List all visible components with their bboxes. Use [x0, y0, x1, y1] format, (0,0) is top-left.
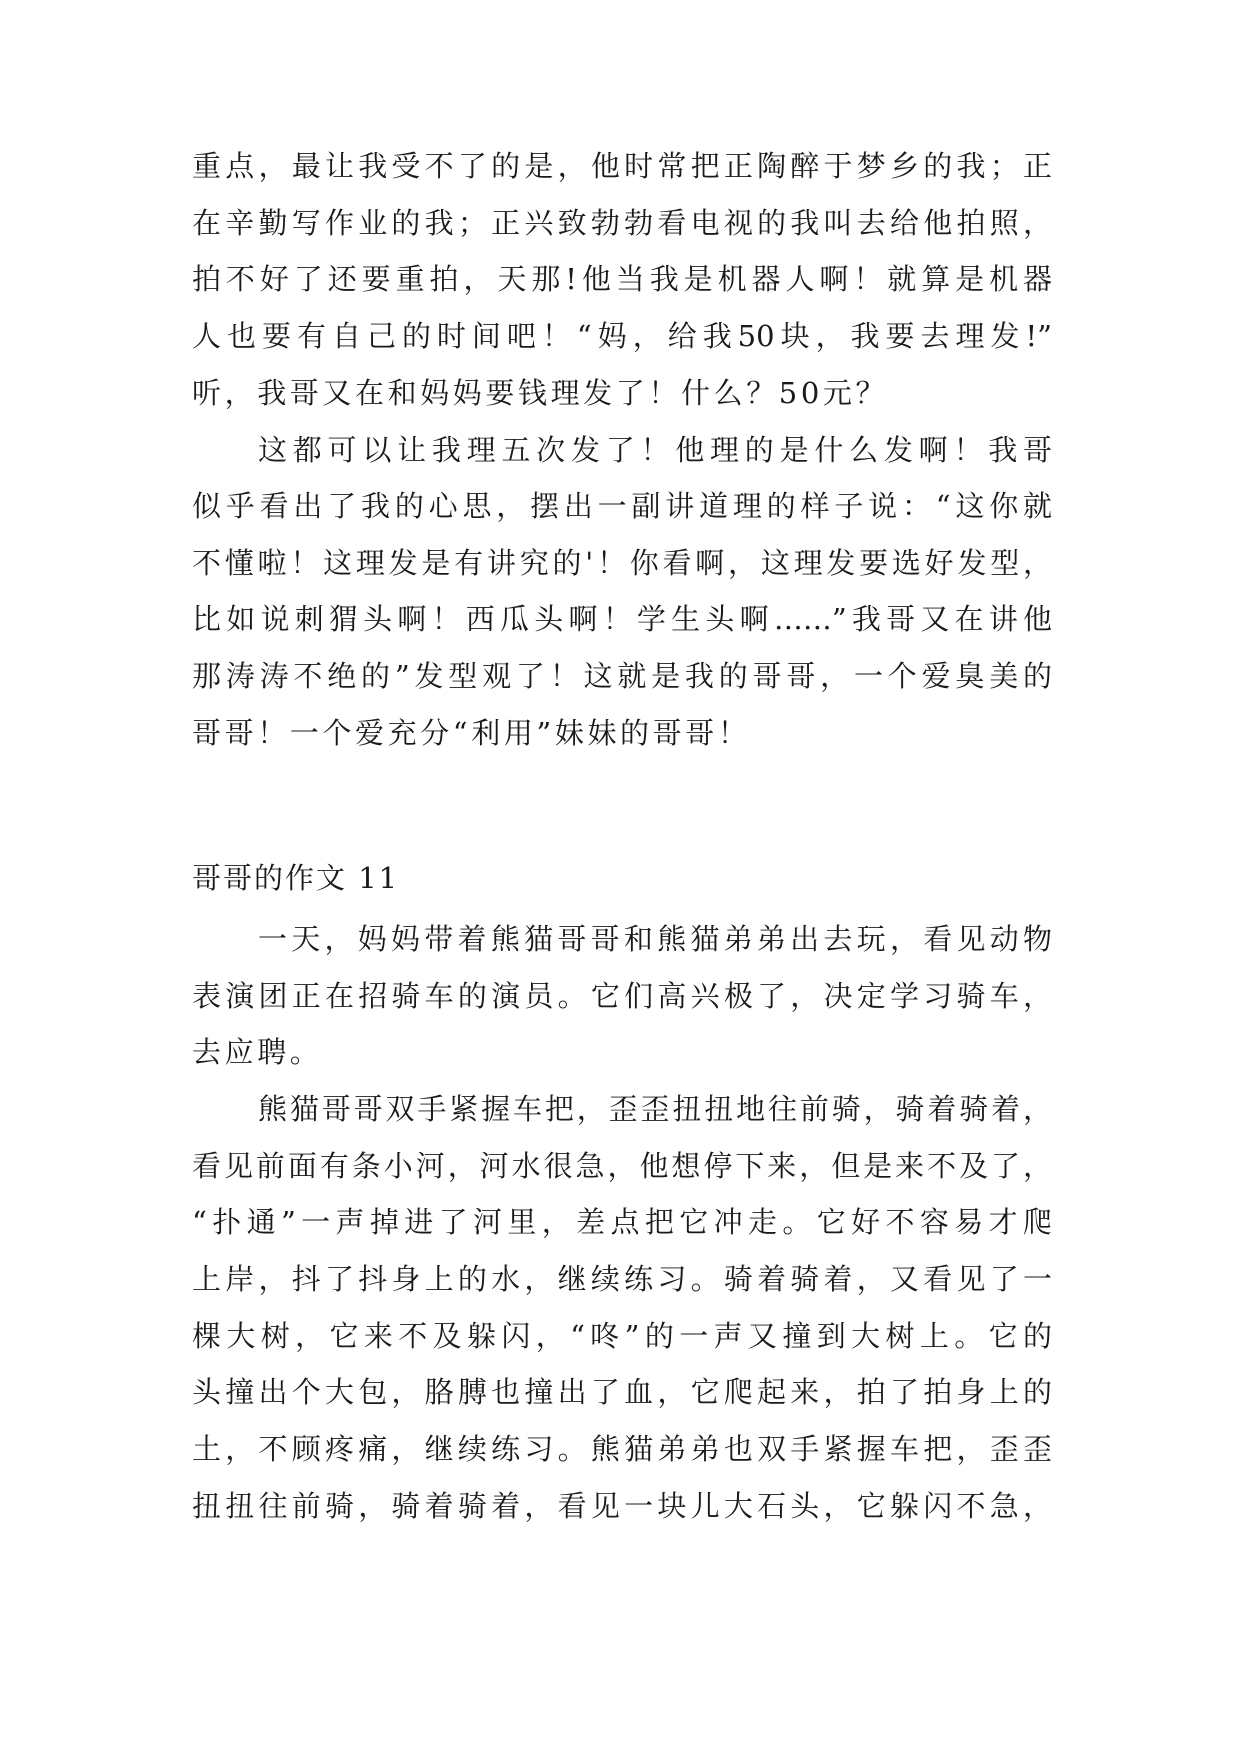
- text-line: 去应聘。: [192, 1035, 323, 1069]
- text-line: 头撞出个大包，胳膊也撞出了血，它爬起来，拍了拍身上的: [192, 1375, 1052, 1409]
- text-line: 人也要有自己的时间吧！“妈，给我50块，我要去理发!”: [192, 319, 1052, 353]
- text-line: 一天，妈妈带着熊猫哥哥和熊猫弟弟出去玩，看见动物: [258, 922, 1052, 956]
- text-line: 上岸，抖了抖身上的水，继续练习。骑着骑着，又看见了一: [192, 1262, 1052, 1296]
- text-line: 土，不顾疼痛，继续练习。熊猫弟弟也双手紧握车把，歪歪: [192, 1432, 1052, 1466]
- text-line: 拍不好了还要重拍，天那!他当我是机器人啊！就算是机器: [192, 262, 1052, 296]
- text-line: 哥哥！一个爱充分“利用”妹妹的哥哥！: [192, 716, 751, 750]
- text-line: 这都可以让我理五次发了！他理的是什么发啊！我哥: [258, 433, 1052, 467]
- text-line: 棵大树，它来不及躲闪，“咚”的一声又撞到大树上。它的: [192, 1319, 1052, 1353]
- text-line: 比如说刺猬头啊！西瓜头啊！学生头啊……”我哥又在讲他: [192, 602, 1052, 636]
- text-line: 看见前面有条小河，河水很急，他想停下来，但是来不及了，: [192, 1149, 1052, 1183]
- text-line: 似乎看出了我的心思，摆出一副讲道理的样子说：“这你就: [192, 489, 1052, 523]
- text-line: 表演团正在招骑车的演员。它们高兴极了，决定学习骑车，: [192, 979, 1052, 1013]
- text-line: 不懂啦！这理发是有讲究的'！你看啊，这理发要选好发型，: [192, 546, 1052, 580]
- section-heading: 哥哥的作文 11: [192, 861, 400, 895]
- text-line: 重点，最让我受不了的是，他时常把正陶醉于梦乡的我；正: [192, 149, 1052, 183]
- text-line: 在辛勤写作业的我；正兴致勃勃看电视的我叫去给他拍照，: [192, 206, 1052, 240]
- text-line: “扑通”一声掉进了河里，差点把它冲走。它好不容易才爬: [192, 1205, 1052, 1239]
- text-line: 听，我哥又在和妈妈要钱理发了！什么？50元？: [192, 376, 889, 410]
- text-line: 熊猫哥哥双手紧握车把，歪歪扭扭地往前骑，骑着骑着，: [258, 1092, 1052, 1126]
- text-line: 那涛涛不绝的”发型观了！这就是我的哥哥，一个爱臭美的: [192, 659, 1052, 693]
- text-line: 扭扭往前骑，骑着骑着，看见一块儿大石头，它躲闪不急，: [192, 1489, 1052, 1523]
